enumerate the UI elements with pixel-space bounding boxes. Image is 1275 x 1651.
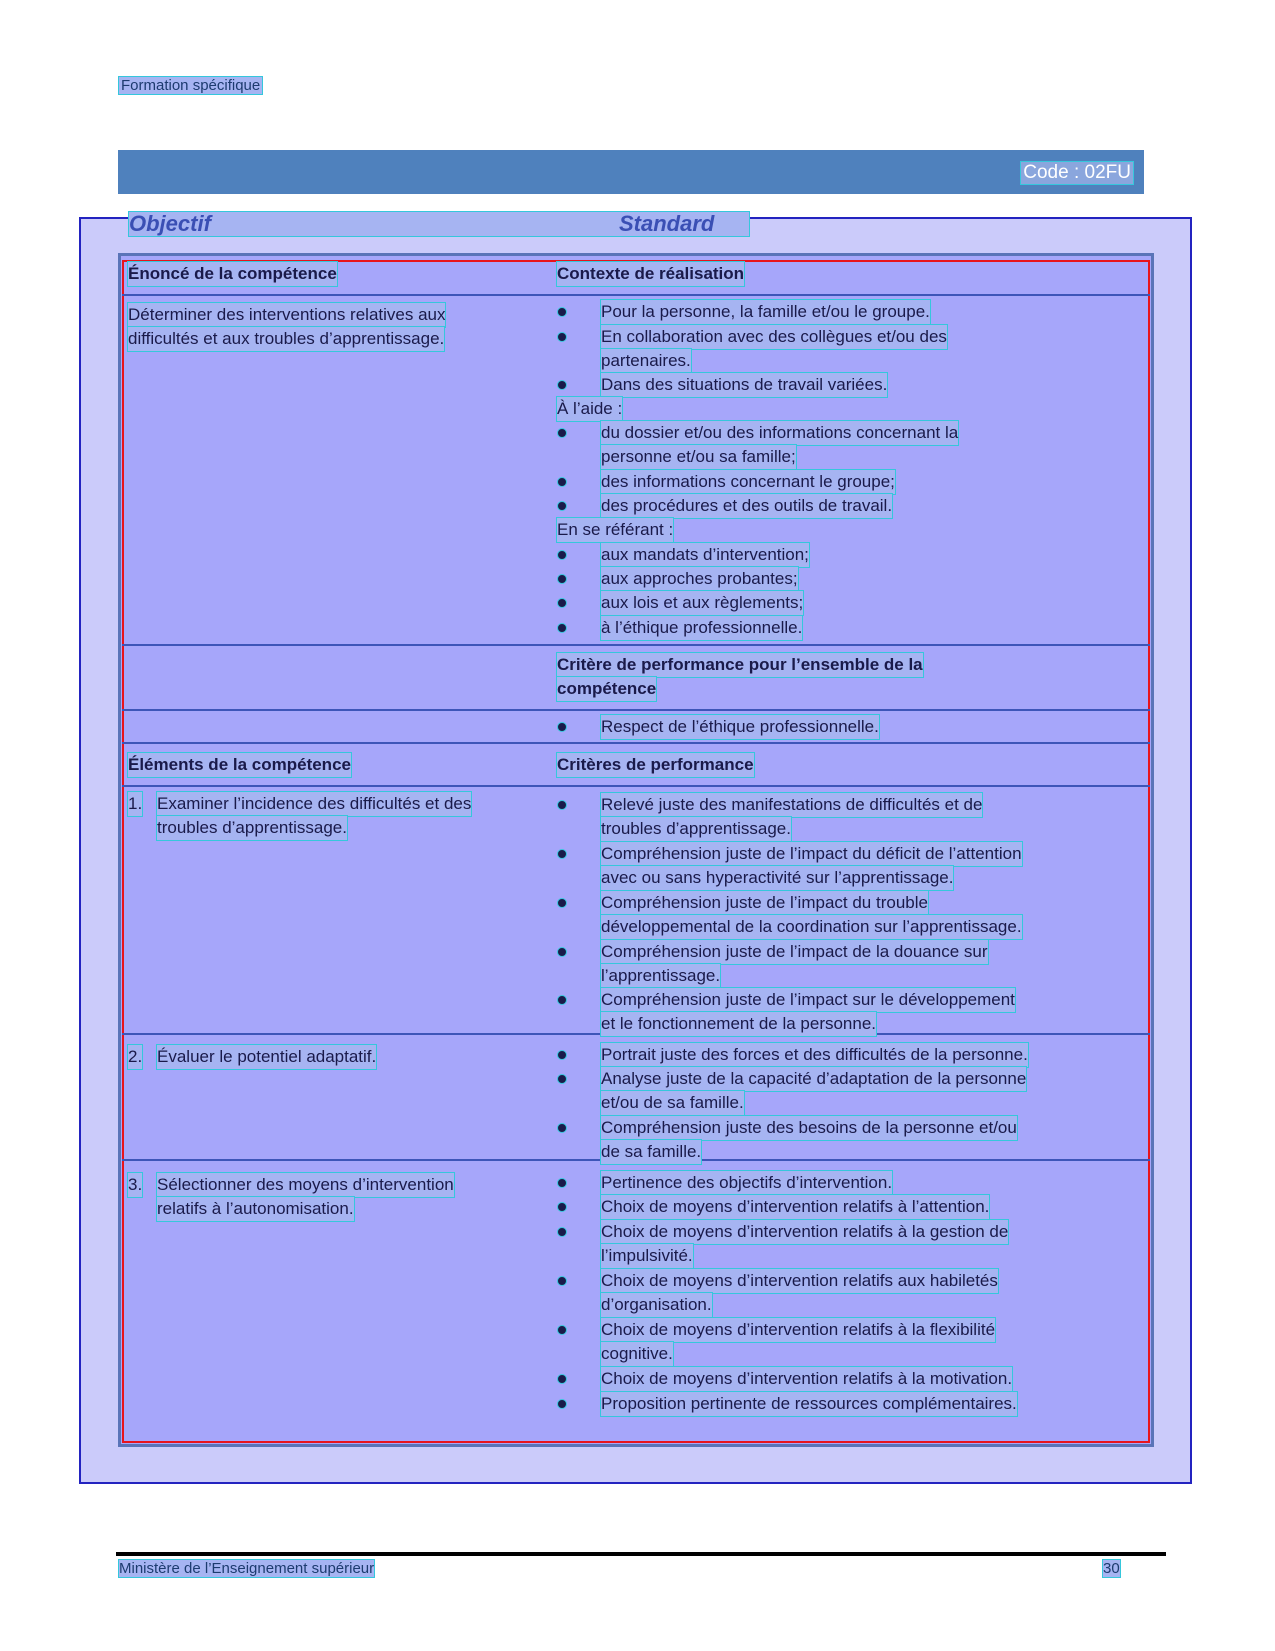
critere-item: Respect de l’éthique professionnelle.	[600, 714, 880, 740]
critere-ensemble-heading: compétence	[556, 676, 657, 702]
bullet-icon	[557, 1325, 567, 1335]
critere-item: l’apprentissage.	[600, 963, 721, 989]
critere-item: Choix de moyens d’intervention relatifs à la motivation.	[600, 1366, 1013, 1392]
critere-item: Compréhension juste de l’impact de la douance sur	[600, 939, 989, 965]
bullet-icon	[557, 849, 567, 859]
critere-item: Relevé juste des manifestations de difficultés et de	[600, 792, 983, 818]
document-header-label: Formation spécifique	[118, 76, 263, 95]
bullet-icon	[557, 623, 567, 633]
critere-item: troubles d’apprentissage.	[600, 816, 792, 842]
element-text: troubles d’apprentissage.	[156, 815, 348, 841]
bullet-icon	[557, 722, 567, 732]
contexte-item: Dans des situations de travail variées.	[600, 372, 888, 398]
bullet-icon	[557, 501, 567, 511]
critere-item: l’impulsivité.	[600, 1243, 694, 1269]
critere-item: développemental de la coordination sur l’apprentissage.	[600, 914, 1023, 940]
footer-ministry: Ministère de l’Enseignement supérieur	[119, 1560, 375, 1577]
critere-item: et/ou de sa famille.	[600, 1090, 745, 1116]
criteres-heading: Critères de performance	[556, 752, 755, 778]
contexte-item: partenaires.	[600, 348, 692, 374]
critere-item: Proposition pertinente de ressources complémentaires.	[600, 1391, 1018, 1417]
bullet-icon	[557, 598, 567, 608]
element-number: 2.	[127, 1044, 143, 1070]
row-divider	[122, 709, 1150, 711]
bullet-icon	[557, 947, 567, 957]
bullet-icon	[557, 307, 567, 317]
contexte-subheading: En se référant :	[556, 517, 674, 543]
row-divider	[122, 785, 1150, 787]
critere-item: Compréhension juste de l’impact du déficit de l’attention	[600, 841, 1023, 867]
bullet-icon	[557, 1399, 567, 1409]
bullet-icon	[557, 1202, 567, 1212]
bullet-icon	[557, 1178, 567, 1188]
bullet-icon	[557, 428, 567, 438]
bullet-icon	[557, 1276, 567, 1286]
bullet-icon	[557, 380, 567, 390]
bullet-icon	[557, 898, 567, 908]
bullet-icon	[557, 1074, 567, 1084]
element-text: relatifs à l’autonomisation.	[156, 1196, 355, 1222]
critere-item: Portrait juste des forces et des difficultés de la personne.	[600, 1042, 1029, 1068]
critere-item: Compréhension juste de l’impact du trouble	[600, 890, 929, 916]
critere-item: Analyse juste de la capacité d’adaptation de la personne	[600, 1066, 1027, 1092]
bullet-icon	[557, 550, 567, 560]
enonce-line: difficultés et aux troubles d’apprentissage.	[127, 326, 445, 352]
elements-heading: Éléments de la compétence	[127, 752, 352, 778]
critere-item: d’organisation.	[600, 1292, 713, 1318]
bullet-icon	[557, 574, 567, 584]
bullet-icon	[557, 477, 567, 487]
critere-item: Pertinence des objectifs d’intervention.	[600, 1170, 893, 1196]
contexte-item: aux approches probantes;	[600, 566, 799, 592]
bullet-icon	[557, 1374, 567, 1384]
critere-item: Choix de moyens d’intervention relatifs aux habiletés	[600, 1268, 999, 1294]
contexte-item: du dossier et/ou des informations concernant la	[600, 420, 959, 446]
enonce-heading: Énoncé de la compétence	[127, 261, 338, 287]
code-banner	[118, 150, 1144, 194]
bullet-icon	[557, 1227, 567, 1237]
element-text: Sélectionner des moyens d’intervention	[156, 1172, 455, 1198]
row-divider	[122, 294, 1150, 296]
contexte-item: Pour la personne, la famille et/ou le groupe.	[600, 299, 931, 325]
contexte-item: personne et/ou sa famille;	[600, 444, 797, 470]
bullet-icon	[557, 995, 567, 1005]
element-text: Examiner l’incidence des difficultés et des	[156, 791, 472, 817]
competency-code: Code : 02FU	[1020, 161, 1134, 185]
objective-standard-header	[128, 211, 750, 237]
element-text: Évaluer le potentiel adaptatif.	[156, 1044, 377, 1070]
footer-divider	[116, 1552, 1166, 1556]
critere-item: Choix de moyens d’intervention relatifs à l’attention.	[600, 1194, 990, 1220]
critere-ensemble-heading: Critère de performance pour l’ensemble de la	[556, 652, 924, 678]
contexte-item: à l’éthique professionnelle.	[600, 615, 803, 641]
critere-item: Choix de moyens d’intervention relatifs à la gestion de	[600, 1219, 1009, 1245]
row-divider	[122, 742, 1150, 744]
bullet-icon	[557, 1123, 567, 1133]
critere-item: cognitive.	[600, 1341, 674, 1367]
critere-item: Choix de moyens d’intervention relatifs à la flexibilité	[600, 1317, 996, 1343]
element-number: 1.	[127, 791, 143, 817]
objectif-label: Objectif	[129, 211, 211, 236]
enonce-line: Déterminer des interventions relatives aux	[127, 302, 446, 328]
contexte-subheading: À l’aide :	[556, 396, 623, 422]
critere-item: Compréhension juste de l’impact sur le développement	[600, 987, 1016, 1013]
bullet-icon	[557, 332, 567, 342]
bullet-icon	[557, 800, 567, 810]
row-divider	[122, 644, 1150, 646]
element-number: 3.	[127, 1172, 143, 1198]
page-number: 30	[1103, 1560, 1120, 1577]
contexte-item: des procédures et des outils de travail.	[600, 493, 893, 519]
contexte-item: des informations concernant le groupe;	[600, 469, 896, 495]
critere-item: et le fonctionnement de la personne.	[600, 1011, 877, 1037]
critere-item: Compréhension juste des besoins de la personne et/ou	[600, 1115, 1018, 1141]
critere-item: de sa famille.	[600, 1139, 702, 1165]
standard-label: Standard	[619, 211, 715, 236]
contexte-item: aux lois et aux règlements;	[600, 590, 804, 616]
contexte-heading: Contexte de réalisation	[556, 261, 745, 287]
critere-item: avec ou sans hyperactivité sur l’apprentissage.	[600, 865, 954, 891]
contexte-item: En collaboration avec des collègues et/ou des	[600, 324, 948, 350]
contexte-item: aux mandats d’intervention;	[600, 542, 810, 568]
bullet-icon	[557, 1050, 567, 1060]
